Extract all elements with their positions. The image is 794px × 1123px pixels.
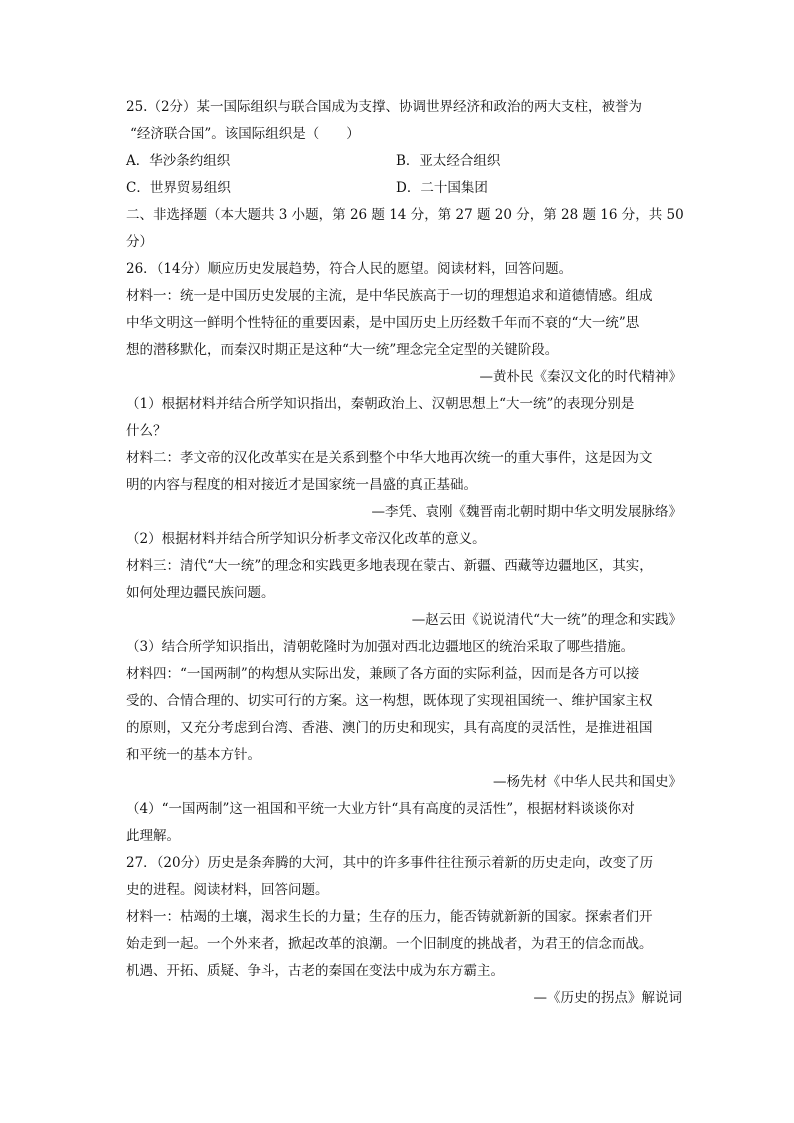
material-3-source: —赵云田《说说清代“大一统”的理念和实践》 [411, 612, 682, 628]
option-d[interactable]: D．二十国集团 [396, 180, 488, 196]
question-26 [126, 256, 682, 850]
question-27-material-1-line-1: 材料一：枯竭的土壤，渴求生长的力量；生存的压力，能否铸就新新的国家。探索者们开 [126, 909, 653, 925]
subquestion-4-line-2: 此理解。 [126, 828, 180, 844]
question-25-options-row-2 [126, 175, 682, 202]
question-25-stem-line-1: 25.（2分）某一国际组织与联合国成为支撑、协调世界经济和政治的两大支柱，被誉为 [126, 99, 643, 115]
material-2-line-2: 明的内容与程度的相对接近才是国家统一昌盛的真正基础。 [126, 477, 477, 493]
material-3-line-1: 材料三：清代“大一统”的理念和实践更多地表现在蒙古、新疆、西藏等边疆地区，其实， [126, 558, 653, 574]
material-1-line-2: 中华文明这一鲜明个性特征的重要因素，是中国历史上历经数千年而不衰的“大一统”思 [126, 315, 640, 331]
material-4-source: —杨先材《中华人民共和国史》 [493, 774, 682, 790]
material-1-line-3: 想的潜移默化，而秦汉时期正是这种“大一统”理念完全定型的关键阶段。 [126, 342, 559, 358]
material-2-source: —李凭、袁刚《魏晋南北朝时期中华文明发展脉络》 [371, 504, 682, 520]
question-27-material-1-line-3: 机遇、开拓、质疑、争斗，古老的秦国在变法中成为东方霸主。 [126, 963, 504, 979]
question-25 [126, 94, 682, 202]
question-26-intro: 26．（14分）顺应历史发展趋势，符合人民的愿望。阅读材料，回答问题。 [126, 261, 573, 277]
subquestion-2: （2）根据材料并结合所学知识分析孝文帝汉化改革的意义。 [126, 531, 486, 547]
document-content [126, 94, 682, 1012]
subquestion-4-line-1: （4）“一国两制”这一祖国和平统一大业方针“具有高度的灵活性”，根据材料谈谈你对 [126, 801, 635, 817]
question-25-options-row-1 [126, 148, 682, 175]
subquestion-1-line-1: （1）根据材料并结合所学知识指出，秦朝政治上、汉朝思想上“大一统”的表现分别是 [126, 396, 635, 412]
question-25-stem-line-2: “经济联合国”。该国际组织是（ ） [130, 126, 360, 142]
question-27-material-1-line-2: 始走到一起。一个外来者，掀起改革的浪潮。一个旧制度的挑战者，为君王的信念而战。 [126, 936, 653, 952]
subquestion-1-line-2: 什么？ [126, 423, 167, 439]
material-3-line-2: 如何处理边疆民族问题。 [126, 585, 275, 601]
question-27-material-1-source: —《历史的拐点》解说词 [533, 990, 682, 1006]
material-1-source: —黄朴民《秦汉文化的时代精神》 [479, 369, 682, 385]
material-2-line-1: 材料二：孝文帝的汉化改革实在是关系到整个中华大地再次统一的重大事件，这是因为文 [126, 450, 653, 466]
question-27 [126, 850, 682, 1012]
question-27-intro-line-2: 史的进程。阅读材料，回答问题。 [126, 882, 329, 898]
material-1-line-1: 材料一：统一是中国历史发展的主流，是中华民族高于一切的理想追求和道德情感。组成 [126, 288, 653, 304]
material-4-line-4: 和平统一的基本方针。 [126, 747, 261, 763]
section-2-header [126, 202, 682, 256]
section-2-header-line-2: 分） [126, 234, 153, 250]
option-b[interactable]: B．亚太经合组织 [396, 153, 501, 169]
section-2-header-line-1: 二、非选择题（本大题共 3 小题，第 26 题 14 分，第 27 题 20 分，第 28 题 16 分，共 50 [126, 207, 684, 223]
subquestion-3: （3）结合所学知识指出，清朝乾隆时为加强对西北边疆地区的统治采取了哪些措施。 [126, 639, 635, 655]
material-4-line-3: 的原则，又充分考虑到台湾、香港、澳门的历史和现实，具有高度的灵活性，是推进祖国 [126, 720, 653, 736]
material-4-line-1: 材料四：“一国两制”的构想从实际出发，兼顾了各方面的实际利益，因而是各方可以接 [126, 666, 640, 682]
option-c[interactable]: C．世界贸易组织 [126, 180, 231, 196]
material-4-line-2: 受的、合情合理的、切实可行的方案。这一构想，既体现了实现祖国统一、维护国家主权 [126, 693, 653, 709]
question-27-intro-line-1: 27．（20分）历史是条奔腾的大河，其中的许多事件往往预示着新的历史走向，改变了历 [126, 855, 654, 871]
option-a[interactable]: A．华沙条约组织 [126, 153, 231, 169]
